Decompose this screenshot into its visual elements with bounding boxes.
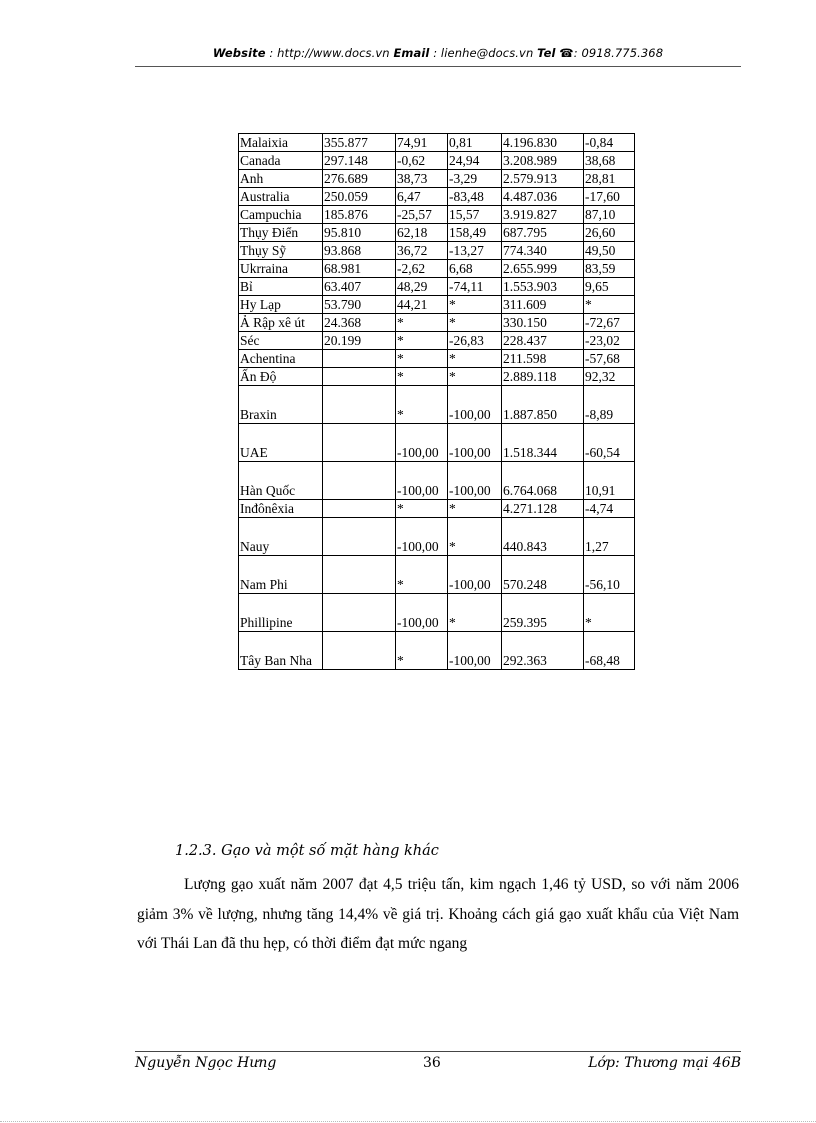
value-cell: 330.150: [502, 314, 584, 332]
value-cell: 311.609: [502, 296, 584, 314]
country-cell: Nauy: [239, 518, 323, 556]
value-cell: 9,65: [584, 278, 635, 296]
value-cell: 6.764.068: [502, 462, 584, 500]
value-cell: -100,00: [448, 462, 502, 500]
value-cell: -57,68: [584, 350, 635, 368]
table-row: [239, 224, 635, 242]
table-row: [239, 134, 635, 152]
value-cell: 250.059: [323, 188, 396, 206]
value-cell: 10,91: [584, 462, 635, 500]
country-cell: Braxin: [239, 386, 323, 424]
value-cell: -72,67: [584, 314, 635, 332]
value-cell: -56,10: [584, 556, 635, 594]
value-cell: -0,84: [584, 134, 635, 152]
section-title: 1.2.3. Gạo và một số mặt hàng khác: [175, 843, 439, 859]
value-cell: 26,60: [584, 224, 635, 242]
value-cell: -13,27: [448, 242, 502, 260]
value-cell: [323, 424, 396, 462]
value-cell: *: [448, 314, 502, 332]
table-body: [239, 134, 635, 670]
table-row: [239, 170, 635, 188]
value-cell: -4,74: [584, 500, 635, 518]
value-cell: [323, 594, 396, 632]
value-cell: -0,62: [396, 152, 448, 170]
value-cell: [323, 462, 396, 500]
value-cell: 355.877: [323, 134, 396, 152]
value-cell: 49,50: [584, 242, 635, 260]
country-cell: Tây Ban Nha: [239, 632, 323, 670]
value-cell: -100,00: [448, 386, 502, 424]
value-cell: 74,91: [396, 134, 448, 152]
country-cell: Ấn Độ: [239, 368, 323, 386]
value-cell: 3.208.989: [502, 152, 584, 170]
footer-author: Nguyễn Ngọc Hưng: [135, 1055, 277, 1071]
value-cell: 276.689: [323, 170, 396, 188]
country-cell: Séc: [239, 332, 323, 350]
value-cell: 95.810: [323, 224, 396, 242]
value-cell: 185.876: [323, 206, 396, 224]
value-cell: 440.843: [502, 518, 584, 556]
value-cell: *: [396, 332, 448, 350]
value-cell: -68,48: [584, 632, 635, 670]
website-label: Website: [212, 46, 266, 60]
value-cell: -26,83: [448, 332, 502, 350]
value-cell: *: [396, 314, 448, 332]
value-cell: *: [448, 296, 502, 314]
value-cell: -25,57: [396, 206, 448, 224]
table-row: [239, 242, 635, 260]
value-cell: 63.407: [323, 278, 396, 296]
value-cell: 259.395: [502, 594, 584, 632]
table-row: [239, 368, 635, 386]
country-cell: Hàn Quốc: [239, 462, 323, 500]
value-cell: 62,18: [396, 224, 448, 242]
value-cell: 87,10: [584, 206, 635, 224]
value-cell: 774.340: [502, 242, 584, 260]
table-row: [239, 556, 635, 594]
value-cell: -100,00: [396, 462, 448, 500]
value-cell: 1,27: [584, 518, 635, 556]
value-cell: *: [448, 594, 502, 632]
value-cell: 36,72: [396, 242, 448, 260]
value-cell: *: [396, 500, 448, 518]
table-row: [239, 350, 635, 368]
value-cell: *: [448, 350, 502, 368]
value-cell: -8,89: [584, 386, 635, 424]
value-cell: 28,81: [584, 170, 635, 188]
table-row: [239, 152, 635, 170]
value-cell: -3,29: [448, 170, 502, 188]
page-header: [135, 46, 741, 60]
email-value: : lienhe@docs.vn: [433, 46, 534, 60]
table-row: [239, 278, 635, 296]
value-cell: 68.981: [323, 260, 396, 278]
value-cell: -100,00: [448, 556, 502, 594]
value-cell: [323, 368, 396, 386]
value-cell: 24.368: [323, 314, 396, 332]
value-cell: -100,00: [448, 632, 502, 670]
website-value: : http://www.docs.vn: [269, 46, 390, 60]
tel-label: Tel: [537, 46, 556, 60]
value-cell: -100,00: [396, 518, 448, 556]
value-cell: *: [448, 368, 502, 386]
value-cell: 93.868: [323, 242, 396, 260]
value-cell: 1.887.850: [502, 386, 584, 424]
footer-page-number: 36: [423, 1055, 441, 1071]
country-cell: Malaixia: [239, 134, 323, 152]
value-cell: 48,29: [396, 278, 448, 296]
header-rule: [135, 66, 741, 67]
tel-value: ☎: 0918.775.368: [559, 46, 664, 60]
value-cell: *: [396, 556, 448, 594]
value-cell: 570.248: [502, 556, 584, 594]
footer-rule: [135, 1051, 741, 1052]
value-cell: 44,21: [396, 296, 448, 314]
value-cell: [323, 556, 396, 594]
value-cell: 15,57: [448, 206, 502, 224]
country-cell: Ukrraina: [239, 260, 323, 278]
value-cell: 4.271.128: [502, 500, 584, 518]
value-cell: *: [396, 632, 448, 670]
value-cell: 24,94: [448, 152, 502, 170]
value-cell: 158,49: [448, 224, 502, 242]
country-cell: Campuchia: [239, 206, 323, 224]
value-cell: 228.437: [502, 332, 584, 350]
value-cell: 3.919.827: [502, 206, 584, 224]
value-cell: 83,59: [584, 260, 635, 278]
value-cell: [323, 350, 396, 368]
country-cell: Ả Rập xê út: [239, 314, 323, 332]
value-cell: -17,60: [584, 188, 635, 206]
country-cell: Phillipine: [239, 594, 323, 632]
country-cell: Thụy Điển: [239, 224, 323, 242]
country-cell: Bỉ: [239, 278, 323, 296]
value-cell: 38,68: [584, 152, 635, 170]
value-cell: 1.518.344: [502, 424, 584, 462]
value-cell: -74,11: [448, 278, 502, 296]
country-cell: Hy Lạp: [239, 296, 323, 314]
footer-class: Lớp: Thương mại 46B: [588, 1055, 741, 1071]
value-cell: -60,54: [584, 424, 635, 462]
value-cell: 2.579.913: [502, 170, 584, 188]
value-cell: 292.363: [502, 632, 584, 670]
table-row: [239, 518, 635, 556]
value-cell: [323, 500, 396, 518]
value-cell: 297.148: [323, 152, 396, 170]
value-cell: -2,62: [396, 260, 448, 278]
country-cell: UAE: [239, 424, 323, 462]
value-cell: -100,00: [396, 424, 448, 462]
value-cell: *: [584, 296, 635, 314]
table-row: [239, 260, 635, 278]
country-cell: Anh: [239, 170, 323, 188]
country-cell: Achentina: [239, 350, 323, 368]
value-cell: 6,68: [448, 260, 502, 278]
value-cell: *: [396, 386, 448, 424]
value-cell: 2.655.999: [502, 260, 584, 278]
value-cell: -100,00: [396, 594, 448, 632]
table-row: [239, 594, 635, 632]
email-label: Email: [393, 46, 430, 60]
country-cell: Thụy Sỹ: [239, 242, 323, 260]
country-cell: Inđônêxia: [239, 500, 323, 518]
value-cell: -100,00: [448, 424, 502, 462]
table-row: [239, 332, 635, 350]
value-cell: 2.889.118: [502, 368, 584, 386]
export-table: [238, 133, 635, 670]
value-cell: -23,02: [584, 332, 635, 350]
value-cell: *: [448, 518, 502, 556]
table-row: [239, 632, 635, 670]
table-row: [239, 206, 635, 224]
table-row: [239, 462, 635, 500]
country-cell: Canada: [239, 152, 323, 170]
value-cell: [323, 518, 396, 556]
value-cell: 38,73: [396, 170, 448, 188]
value-cell: 4.196.830: [502, 134, 584, 152]
value-cell: 1.553.903: [502, 278, 584, 296]
value-cell: *: [396, 350, 448, 368]
value-cell: *: [396, 368, 448, 386]
value-cell: *: [584, 594, 635, 632]
body-paragraph: Lượng gạo xuất năm 2007 đạt 4,5 triệu tấn, kim ngạch 1,46 tỷ USD, so với năm 2006 giảm 3% về lượng, nhưng tăng 14,4% về giá trị. Khoảng cách giá gạo xuất khẩu của Việt Nam với Thái Lan đã thu hẹp, có thời điểm đạt mức ngang: [137, 876, 739, 952]
country-cell: Australia: [239, 188, 323, 206]
value-cell: 6,47: [396, 188, 448, 206]
table-row: [239, 188, 635, 206]
value-cell: [323, 632, 396, 670]
table-row: [239, 314, 635, 332]
country-cell: Nam Phi: [239, 556, 323, 594]
value-cell: 211.598: [502, 350, 584, 368]
table-row: [239, 424, 635, 462]
value-cell: 4.487.036: [502, 188, 584, 206]
table-row: [239, 386, 635, 424]
value-cell: 0,81: [448, 134, 502, 152]
table-row: [239, 500, 635, 518]
value-cell: *: [448, 500, 502, 518]
value-cell: 53.790: [323, 296, 396, 314]
value-cell: 20.199: [323, 332, 396, 350]
value-cell: [323, 386, 396, 424]
table-row: [239, 296, 635, 314]
value-cell: 687.795: [502, 224, 584, 242]
value-cell: 92,32: [584, 368, 635, 386]
value-cell: -83,48: [448, 188, 502, 206]
page-bottom-edge: [0, 1121, 816, 1122]
